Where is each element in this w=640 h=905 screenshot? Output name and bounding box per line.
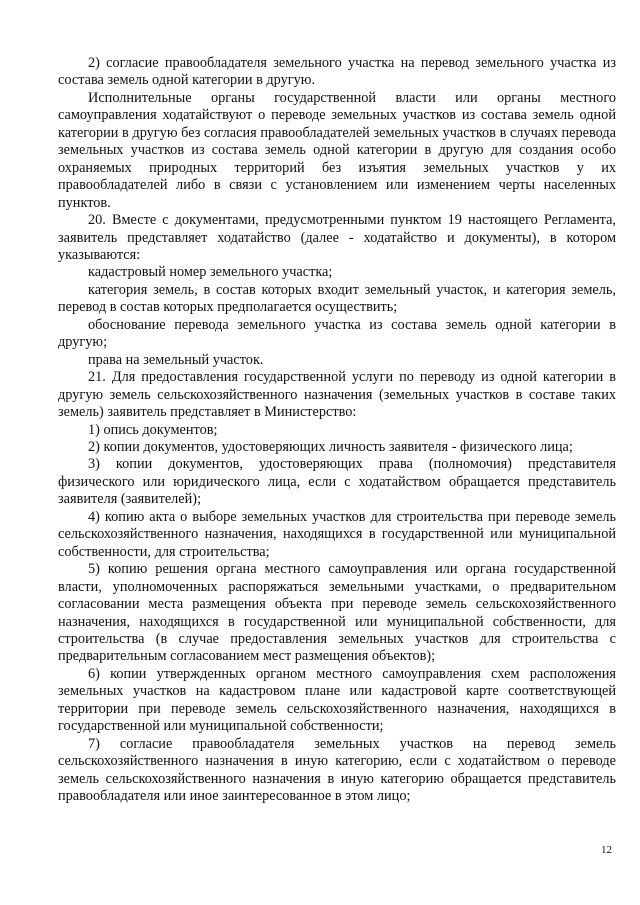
paragraph: 4) копию акта о выборе земельных участков для строительства при переводе земель сельскохозяйственного назначения, находящихся в государственной или муниципальной собственности, для строительства;: [58, 508, 616, 560]
paragraph: кадастровый номер земельного участка;: [88, 264, 333, 281]
paragraph: 3) копии документов, удостоверяющих права (полномочия) представителя физического или юридического лица, если с ходатайством обращается представитель заявителя (заявителей);: [58, 456, 616, 508]
page-number: 12: [601, 844, 612, 856]
paragraph: права на земельный участок.: [88, 351, 264, 368]
paragraph: обоснование перевода земельного участка из состава земель одной категории в другую;: [58, 316, 616, 351]
paragraph: 21. Для предоставления государственной услуги по переводу из одной категории в другую земель сельскохозяйственного назначения (земельных участков в составе таких земель) заявитель представляет в Министерство:: [58, 369, 616, 421]
paragraph: 6) копии утвержденных органом местного самоуправления схем расположения земельных участков на кадастровом плане или кадастровой карте соответствующей территории при переводе земель сельскохозяйственного назначения, находящихся в государственной или муниципальной собственности;: [58, 665, 616, 735]
paragraph: 2) копии документов, удостоверяющих личность заявителя - физического лица;: [88, 438, 573, 455]
paragraph: категория земель, в состав которых входит земельный участок, и категория земель, перевод в состав которых предполагается осуществить;: [58, 281, 616, 316]
paragraph: 5) копию решения органа местного самоуправления или органа государственной власти, уполномоченных распоряжаться земельными участками, о предварительном согласовании места размещения объекта при переводе земель сельскохозяйственного назначения, находящихся в государственной или муниципальной собственности, для строительства (в случае предоставления земельных участков для строительства с предварительным согласованием мест размещения объектов);: [58, 561, 616, 665]
paragraph: 1) опись документов;: [88, 421, 218, 438]
paragraph: Исполнительные органы государственной власти или органы местного самоуправления ходатайствуют о переводе земельных участков из состава земель одной категории в другую без согласия правообладателей земельных участков в случаях перевода земельных участков из состава земель одной категории в другую для создания особо охраняемых природных территорий без изъятия земельных участков у их правообладателей либо в связи с установлением или изменением черты населенных пунктов.: [58, 89, 616, 211]
paragraph: 2) согласие правообладателя земельного участка на перевод земельного участка из состава земель одной категории в другую.: [58, 55, 616, 89]
document-body: [58, 55, 616, 805]
paragraph: 7) согласие правообладателя земельных участков на перевод земель сельскохозяйственного назначения в иную категорию, если с ходатайством о переводе земель сельскохозяйственного назначения в иную категорию обращается представитель правообладателя или иное заинтересованное в этом лицо;: [58, 735, 616, 805]
paragraph: 20. Вместе с документами, предусмотренными пунктом 19 настоящего Регламента, заявитель представляет ходатайство (далее - ходатайство и документы), в котором указываются:: [58, 212, 616, 263]
